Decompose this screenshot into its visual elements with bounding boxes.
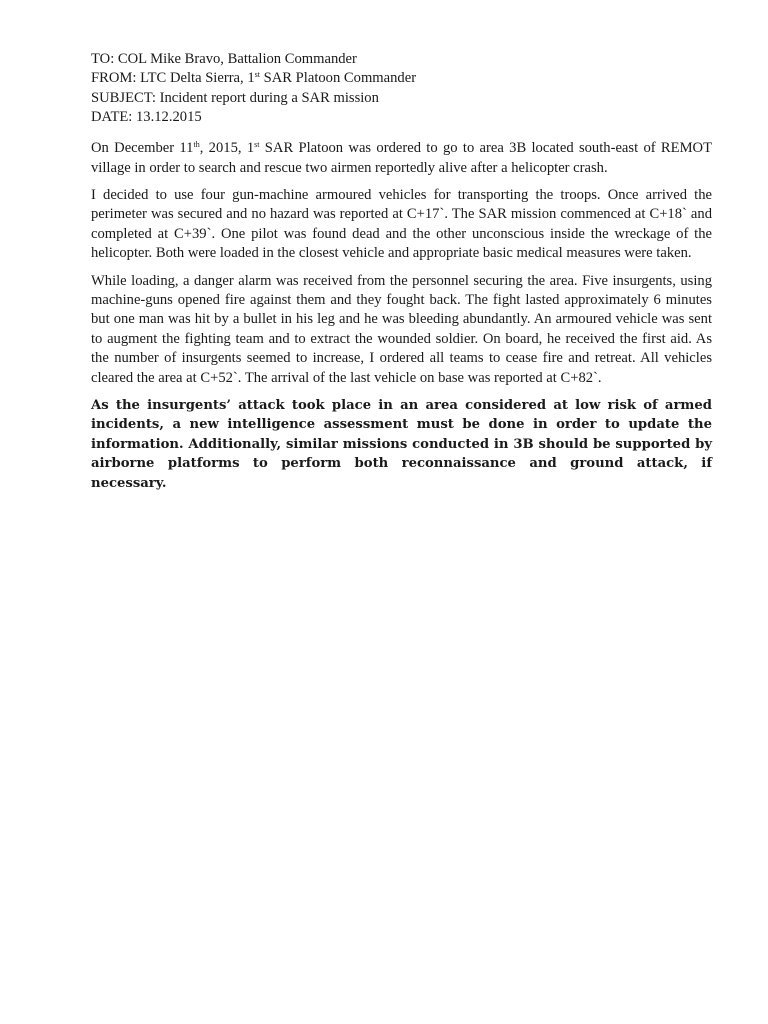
paragraph-1	[91, 139, 712, 178]
paragraph-1-part-c: SAR Platoon was ordered to go to area 3B located south-east of REMOT village in order to search and rescue two airmen reportedly alive after a helicopter crash.	[91, 140, 712, 176]
memo-subject-line: SUBJECT: Incident report during a SAR mission	[91, 89, 379, 106]
paragraph-4-recommendation: As the insurgents’ attack took place in an area considered at low risk of armed incidents, a new intelligence assessment must be done in order to update the information. Additionally, similar missions conducted in 3B should be supported by airborne platforms to perform both reconnaissance and ground attack, if necessary.	[91, 398, 712, 491]
memo-from-prefix: FROM: LTC Delta Sierra, 1	[91, 70, 255, 87]
paragraph-1-part-a: On December 11	[91, 140, 194, 157]
memo-header	[91, 50, 712, 127]
memo-from-suffix: SAR Platoon Commander	[259, 70, 417, 87]
document-page	[91, 50, 712, 501]
paragraph-1-part-b: , 2015, 1	[199, 140, 255, 157]
paragraph-2: I decided to use four gun-machine armoured vehicles for transporting the troops. Once arrived the perimeter was secured and no hazard was reported at C+17`. The SAR mission commenced at C+18` and completed at C+39`. One pilot was found dead and the other unconscious inside the wreckage of the helicopter. Both were loaded in the closest vehicle and appropriate basic medical measures were taken.	[91, 187, 712, 262]
paragraph-1-ordinal-th: th	[193, 140, 200, 150]
paragraph-3: While loading, a danger alarm was received from the personnel securing the area. Five insurgents, using machine-guns opened fire against them and they fought back. The fight lasted approximately 6 minutes but one man was hit by a bullet in his leg and he was bleeding abundantly. An armoured vehicle was sent to augment the fighting team and to extract the wounded soldier. On board, he received the first aid. As the number of insurgents seemed to increase, I ordered all teams to cease fire and retreat. All vehicles cleared the area at C+52`. The arrival of the last vehicle on base was reported at C+82`.	[91, 272, 712, 386]
paragraph-1-ordinal-st: st	[254, 140, 260, 150]
memo-from-ordinal: st	[254, 70, 260, 80]
memo-body	[91, 139, 712, 493]
memo-to-line: TO: COL Mike Bravo, Battalion Commander	[91, 51, 357, 67]
memo-from-line	[91, 69, 712, 88]
memo-date-line: DATE: 13.12.2015	[91, 108, 202, 125]
